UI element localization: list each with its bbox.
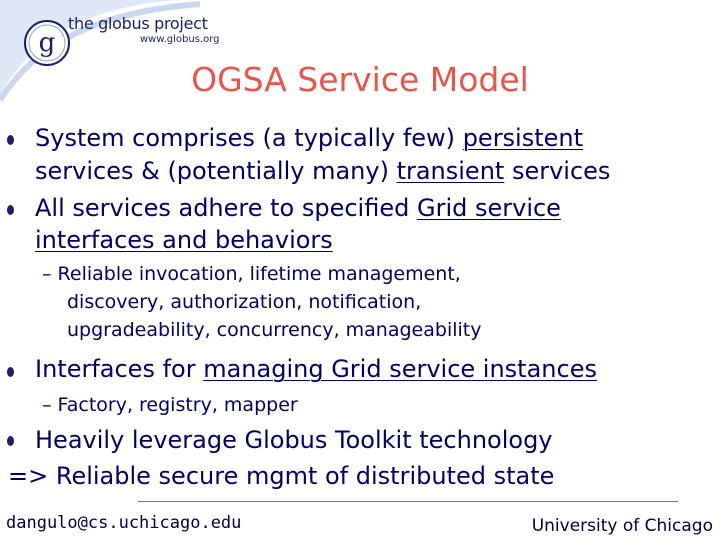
bullet-2-underlined-interfaces: interfaces and behaviors [35,226,333,254]
footer-institution: University of Chicago [531,516,713,536]
bullet-1-underlined-transient: transient [396,157,505,185]
bullet-1-line-2 [35,157,610,185]
bullet-3-line-1 [35,355,597,383]
footer-divider [138,501,678,502]
bullet-1-line-1 [35,124,583,152]
footer-email: dangulo@cs.uchicago.edu [6,513,242,533]
bullet-dot-icon [7,367,14,377]
bullet-2-line-2 [35,226,333,254]
bullet-2-text: All services adhere to specified [35,194,417,222]
bullet-3-text: Interfaces for [35,355,204,383]
bullet-3-underlined-managing: managing Grid service instances [203,355,597,383]
bullet-1-text: System comprises (a typically few) [35,124,463,152]
bullet-2-underlined-grid-service: Grid service [416,194,561,222]
sub-bullet-3-line-1: – Factory, registry, mapper [42,394,298,416]
logo-title: the globus project [68,14,208,33]
bullet-dot-icon [7,135,14,145]
bullet-2-line-1 [35,194,561,222]
logo-letter: g [38,28,56,58]
bullet-4-line-1: Heavily leverage Globus Toolkit technology [35,426,553,454]
logo-url: www.globus.org [140,34,220,45]
bullet-1-text-3: services [504,157,611,185]
bullet-1-text-2: services & (potentially many) [35,157,397,185]
bullet-4-line-2: => Reliable secure mgmt of distributed state [8,462,555,490]
sub-bullet-2-line-2: discovery, authorization, notification, [67,291,422,313]
bullet-dot-icon [7,205,14,215]
sub-bullet-2-line-1: – Reliable invocation, lifetime management, [42,263,461,285]
bullet-dot-icon [7,436,14,446]
sub-bullet-2-line-3: upgradeability, concurrency, manageability [67,319,482,341]
bullet-1-underlined-persistent: persistent [462,124,584,152]
slide-title: OGSA Service Model [191,60,529,99]
